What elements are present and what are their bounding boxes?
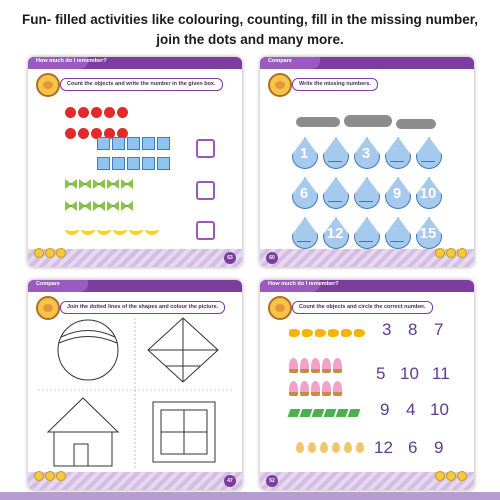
neutral-face-icon[interactable] (45, 471, 55, 481)
number-option[interactable]: 7 (434, 320, 444, 339)
page-header-bar (260, 280, 474, 292)
rating-faces (34, 468, 67, 486)
number-option[interactable]: 8 (408, 320, 418, 339)
dotted-shapes-area (28, 312, 242, 472)
fruit-icon (302, 329, 313, 337)
banana-icon (65, 223, 79, 235)
butterfly-icon (65, 201, 77, 211)
neutral-face-icon[interactable] (446, 471, 456, 481)
raindrop-number (323, 217, 347, 247)
number-option[interactable]: 10 (430, 400, 449, 419)
cupcake-icon (311, 358, 320, 373)
fruit-row (288, 324, 366, 342)
apple-icon (91, 107, 102, 118)
fruit-icon (315, 329, 326, 337)
neutral-face-icon[interactable] (45, 248, 55, 258)
butterfly-icon (107, 179, 119, 189)
number-option[interactable]: 5 (376, 364, 386, 383)
egg-icon (308, 442, 316, 453)
instruction-label: Count the objects and circle the correct number. (292, 301, 433, 314)
banana-icon (81, 223, 95, 235)
worksheet-page-circle-number (260, 280, 474, 490)
page-footer (260, 472, 474, 490)
apple-icon (104, 107, 115, 118)
egg-row (294, 440, 366, 458)
banana-icon (145, 223, 159, 235)
number-option[interactable]: 9 (380, 400, 390, 419)
cupcake-icon (289, 358, 298, 373)
cupcake-icon (300, 381, 309, 396)
page-footer (28, 472, 242, 490)
cupcake-icon (333, 358, 342, 373)
page-number: 60 (266, 252, 278, 264)
raindrop-label: 10 (419, 185, 437, 202)
raindrop-blank[interactable] (292, 217, 316, 247)
worksheet-page-missing-numbers (260, 57, 474, 267)
ice-cube-icon (112, 137, 125, 150)
cloud-icon (344, 115, 392, 127)
raindrop-blank[interactable] (416, 137, 440, 167)
sad-face-icon[interactable] (56, 471, 66, 481)
butterfly-icon (107, 201, 119, 211)
cupcake-icon (322, 358, 331, 373)
butterfly-icon (79, 179, 91, 189)
egg-icon (344, 442, 352, 453)
leaf-row (288, 404, 360, 422)
cloud-icon (296, 117, 340, 127)
bottom-decor-strip (0, 492, 500, 500)
cupcake-icon (300, 358, 309, 373)
butterfly-icon (93, 179, 105, 189)
banana-icon (113, 223, 127, 235)
cupcake-icon (322, 381, 331, 396)
cupcake-row (288, 358, 343, 401)
answer-box[interactable] (196, 221, 215, 240)
sad-face-icon[interactable] (457, 471, 467, 481)
fruit-icon (354, 329, 365, 337)
lion-mascot-icon (268, 296, 292, 320)
page-header-title: How much do I remember? (36, 58, 107, 64)
raindrop-number (416, 217, 440, 247)
ice-cube-icon (157, 137, 170, 150)
number-option[interactable]: 3 (382, 320, 392, 339)
apple-icon (78, 107, 89, 118)
raindrop-number (385, 177, 409, 207)
page-number: 47 (224, 475, 236, 487)
raindrop-blank[interactable] (354, 177, 378, 207)
smiley-face-icon[interactable] (435, 471, 445, 481)
leaf-icon (336, 409, 349, 417)
answer-box[interactable] (196, 139, 215, 158)
sad-face-icon[interactable] (457, 248, 467, 258)
raindrop-number (292, 177, 316, 207)
leaf-icon (300, 409, 313, 417)
butterfly-icon (79, 201, 91, 211)
page-header-bar (28, 280, 242, 292)
banana-icon (129, 223, 143, 235)
ice-cube-icon (127, 157, 140, 170)
page-header-bar (260, 57, 474, 69)
worksheet-page-join-shapes (28, 280, 242, 490)
page-header-title: Compare (268, 58, 292, 64)
egg-icon (320, 442, 328, 453)
lion-mascot-icon (268, 73, 292, 97)
headline (0, 10, 500, 50)
leaf-icon (288, 409, 301, 417)
number-option[interactable]: 4 (406, 400, 416, 419)
cupcake-icon (311, 381, 320, 396)
page-number: 63 (224, 252, 236, 264)
answer-box[interactable] (196, 181, 215, 200)
number-option[interactable]: 12 (374, 438, 393, 457)
raindrop-blank[interactable] (385, 217, 409, 247)
raindrop-label: 15 (419, 225, 437, 242)
cloud-icon (396, 119, 436, 129)
kite-shape[interactable] (148, 318, 218, 382)
banana-icon (97, 223, 111, 235)
house-shape[interactable] (48, 398, 118, 466)
raindrop-label: 9 (392, 185, 402, 202)
fruit-icon (289, 329, 300, 337)
window-shape[interactable] (153, 402, 215, 462)
smiley-face-icon[interactable] (435, 248, 445, 258)
butterfly-icon (121, 201, 133, 211)
ball-shape[interactable] (58, 320, 118, 380)
rating-faces (34, 245, 67, 263)
instruction-label: Join the dotted lines of the shapes and colour the picture. (60, 301, 225, 314)
number-option[interactable]: 6 (408, 438, 418, 457)
leaf-icon (312, 409, 325, 417)
ice-cube-icon (97, 157, 110, 170)
egg-icon (356, 442, 364, 453)
butterfly-icon (93, 201, 105, 211)
butterfly-icon (65, 179, 77, 189)
raindrop-label: 12 (326, 225, 344, 242)
apple-icon (65, 107, 76, 118)
ice-cube-icon (142, 137, 155, 150)
instruction-label: Write the missing numbers. (292, 78, 378, 91)
fruit-icon (328, 329, 339, 337)
raindrop-number (416, 177, 440, 207)
smiley-face-icon[interactable] (34, 471, 44, 481)
page-footer (28, 249, 242, 267)
rating-faces (435, 245, 468, 263)
headline-line-1: Fun- filled activities like colouring, counting, fill in the missing number, (21, 12, 479, 27)
butterfly-icon (121, 179, 133, 189)
apple-icon (117, 107, 128, 118)
butterfly-row (64, 179, 134, 215)
worksheet-page-count-objects (28, 57, 242, 267)
headline-line-2: join the dots and many more. (156, 32, 344, 47)
lion-mascot-icon (36, 73, 60, 97)
neutral-face-icon[interactable] (446, 248, 456, 258)
apple-icon (65, 128, 76, 139)
number-option[interactable]: 9 (434, 438, 444, 457)
ice-cube-icon (142, 157, 155, 170)
raindrop-number (292, 137, 316, 167)
leaf-icon (348, 409, 361, 417)
cupcake-icon (333, 381, 342, 396)
ice-cube-icon (157, 157, 170, 170)
banana-row (64, 223, 160, 241)
sad-face-icon[interactable] (56, 248, 66, 258)
raindrop-label: 3 (361, 145, 371, 162)
ice-cube-row (96, 137, 171, 173)
page-number: 52 (266, 475, 278, 487)
ice-cube-icon (97, 137, 110, 150)
raindrop-blank[interactable] (354, 217, 378, 247)
fruit-icon (341, 329, 352, 337)
egg-icon (332, 442, 340, 453)
rating-faces (435, 468, 468, 486)
page-header-title: How much do I remember? (268, 281, 339, 287)
page-header-bar (28, 57, 242, 69)
ice-cube-icon (127, 137, 140, 150)
raindrop-blank[interactable] (323, 137, 347, 167)
cupcake-icon (289, 381, 298, 396)
ice-cube-icon (112, 157, 125, 170)
number-option[interactable]: 11 (432, 364, 450, 383)
raindrop-blank[interactable] (385, 137, 409, 167)
instruction-label: Count the objects and write the number in the given box. (60, 78, 223, 91)
apple-icon (78, 128, 89, 139)
leaf-icon (324, 409, 337, 417)
raindrop-number (354, 137, 378, 167)
number-option[interactable]: 10 (400, 364, 419, 383)
page-footer (260, 249, 474, 267)
smiley-face-icon[interactable] (34, 248, 44, 258)
raindrop-label: 6 (299, 185, 309, 202)
raindrop-blank[interactable] (323, 177, 347, 207)
raindrop-label: 1 (299, 145, 309, 162)
egg-icon (296, 442, 304, 453)
page-header-title: Compare (36, 281, 60, 287)
